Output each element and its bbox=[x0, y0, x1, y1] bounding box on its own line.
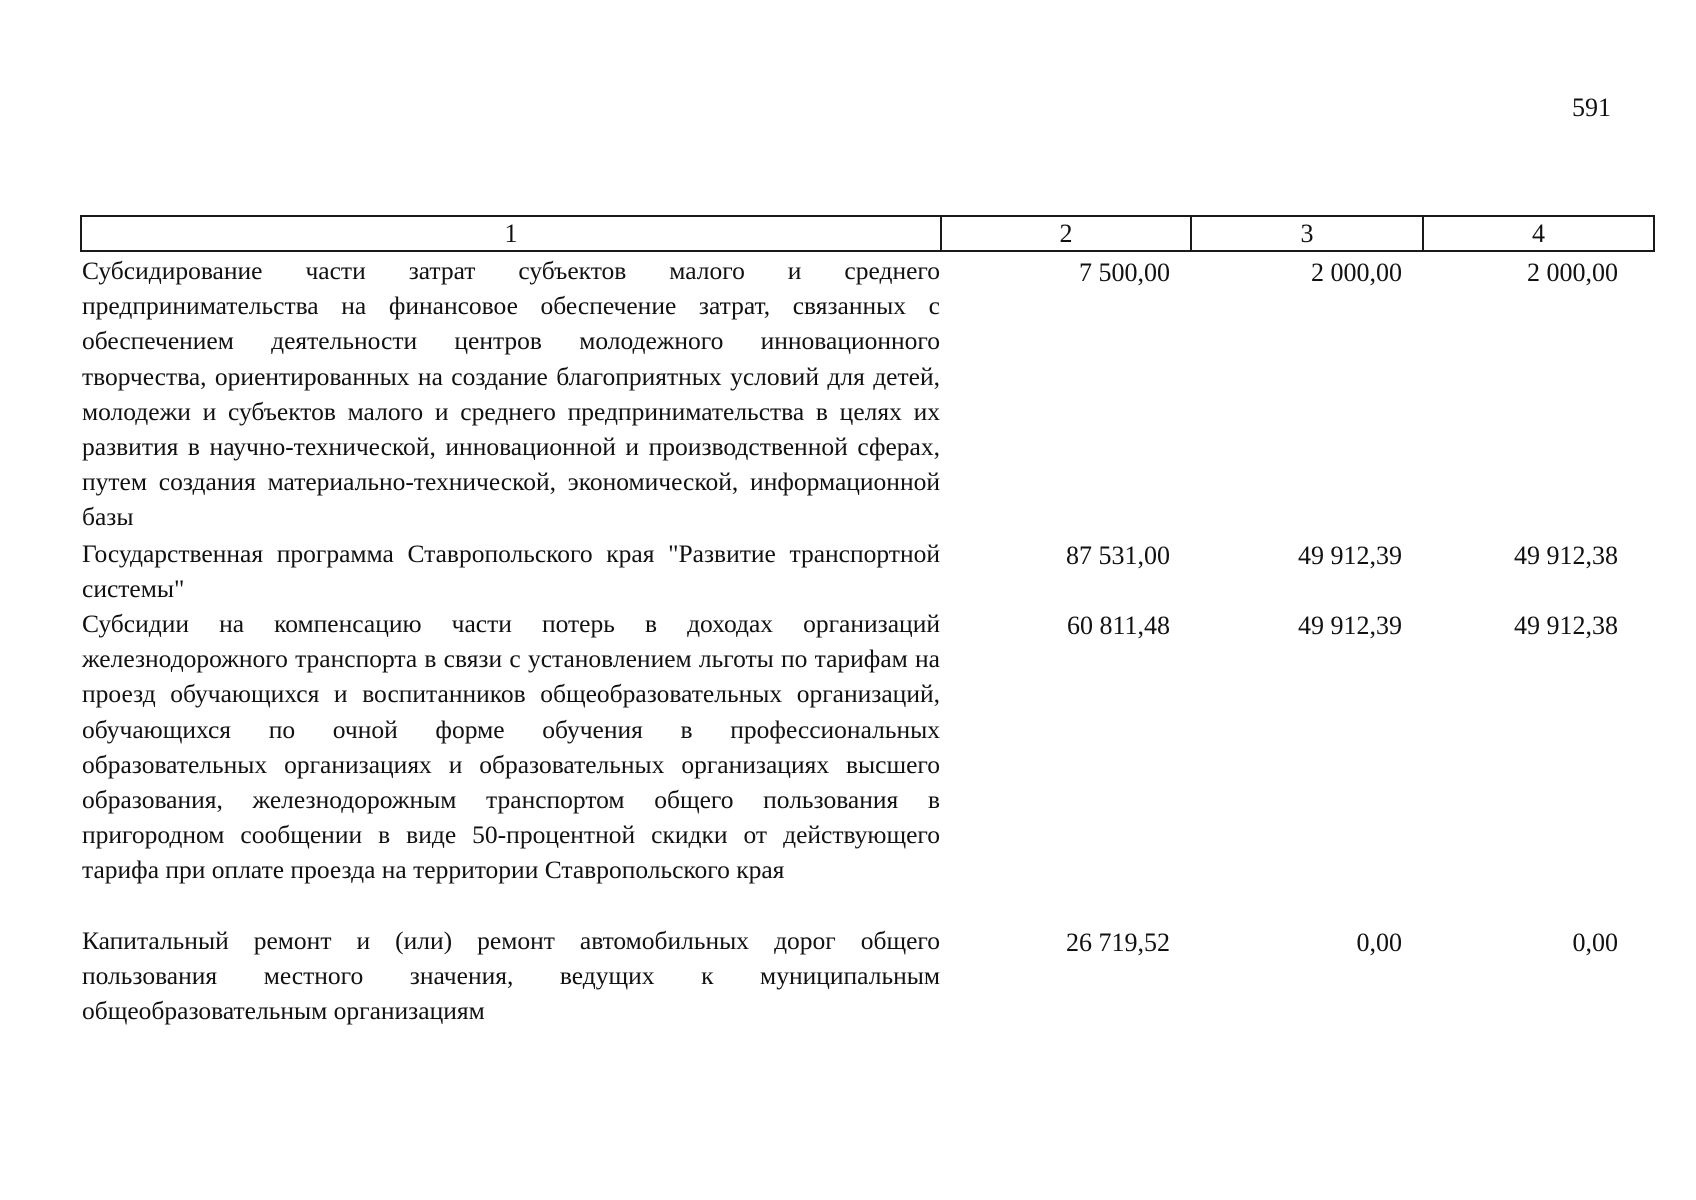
row-description: Государственная программа Ставропольского края "Развитие транспортной системы" bbox=[82, 539, 940, 604]
column-header-1: 1 bbox=[81, 216, 941, 251]
row-value-col3: 2 000,00 bbox=[1311, 258, 1402, 287]
column-header-2: 2 bbox=[941, 216, 1191, 251]
row-description: Субсидии на компенсацию части потерь в доходах организаций железнодорожного транспорта в связи с установлением льготы по тарифам на проезд обучающихся и воспитанников общеобразовательных организаций, обучающихся по очной форме обучения в профессиональных образовательных организациях и образовательных организациях высшего образования, железнодорожным транспортом общего пользования в пригородном сообщении в виде 50-процентной скидки от действующего тарифа при оплате проезда на территории Ставропольского края bbox=[82, 609, 940, 885]
column-header-3: 3 bbox=[1191, 216, 1423, 251]
column-header-table bbox=[80, 215, 1655, 252]
column-header-4: 4 bbox=[1423, 216, 1654, 251]
row-value-col2: 7 500,00 bbox=[1079, 258, 1170, 287]
row-value-col2: 26 719,52 bbox=[1066, 928, 1170, 957]
table-row bbox=[80, 923, 1653, 1033]
row-description: Капитальный ремонт и (или) ремонт автомобильных дорог общего пользования местного значения, ведущих к муниципальным общеобразовательным организациям bbox=[82, 926, 940, 1026]
row-value-col4: 49 912,38 bbox=[1514, 541, 1618, 570]
column-header-row bbox=[81, 216, 1654, 251]
row-value-col3: 0,00 bbox=[1356, 928, 1402, 957]
page-number: 591 bbox=[1572, 93, 1611, 122]
table-row bbox=[80, 536, 1653, 606]
row-value-col2: 87 531,00 bbox=[1066, 541, 1170, 570]
table-row bbox=[80, 606, 1653, 923]
row-value-col4: 2 000,00 bbox=[1527, 258, 1618, 287]
row-description: Субсидирование части затрат субъектов малого и среднего предпринимательства на финансовое обеспечение затрат, связанных с обеспечением деятельности центров молодежного инновационного творчества, ориентированных на создание благоприятных условий для детей, молодежи и субъектов малого и среднего предпринимательства в целях их развития в научно-технической, инновационной и производственной сферах, путем создания материально-технической, экономической, информационной базы bbox=[82, 256, 940, 532]
table-row bbox=[80, 253, 1653, 536]
row-value-col3: 49 912,39 bbox=[1298, 611, 1402, 640]
row-value-col2: 60 811,48 bbox=[1066, 611, 1170, 640]
table-body bbox=[80, 253, 1653, 1033]
row-value-col4: 49 912,38 bbox=[1514, 611, 1618, 640]
row-value-col3: 49 912,39 bbox=[1298, 541, 1402, 570]
row-value-col4: 0,00 bbox=[1572, 928, 1618, 957]
